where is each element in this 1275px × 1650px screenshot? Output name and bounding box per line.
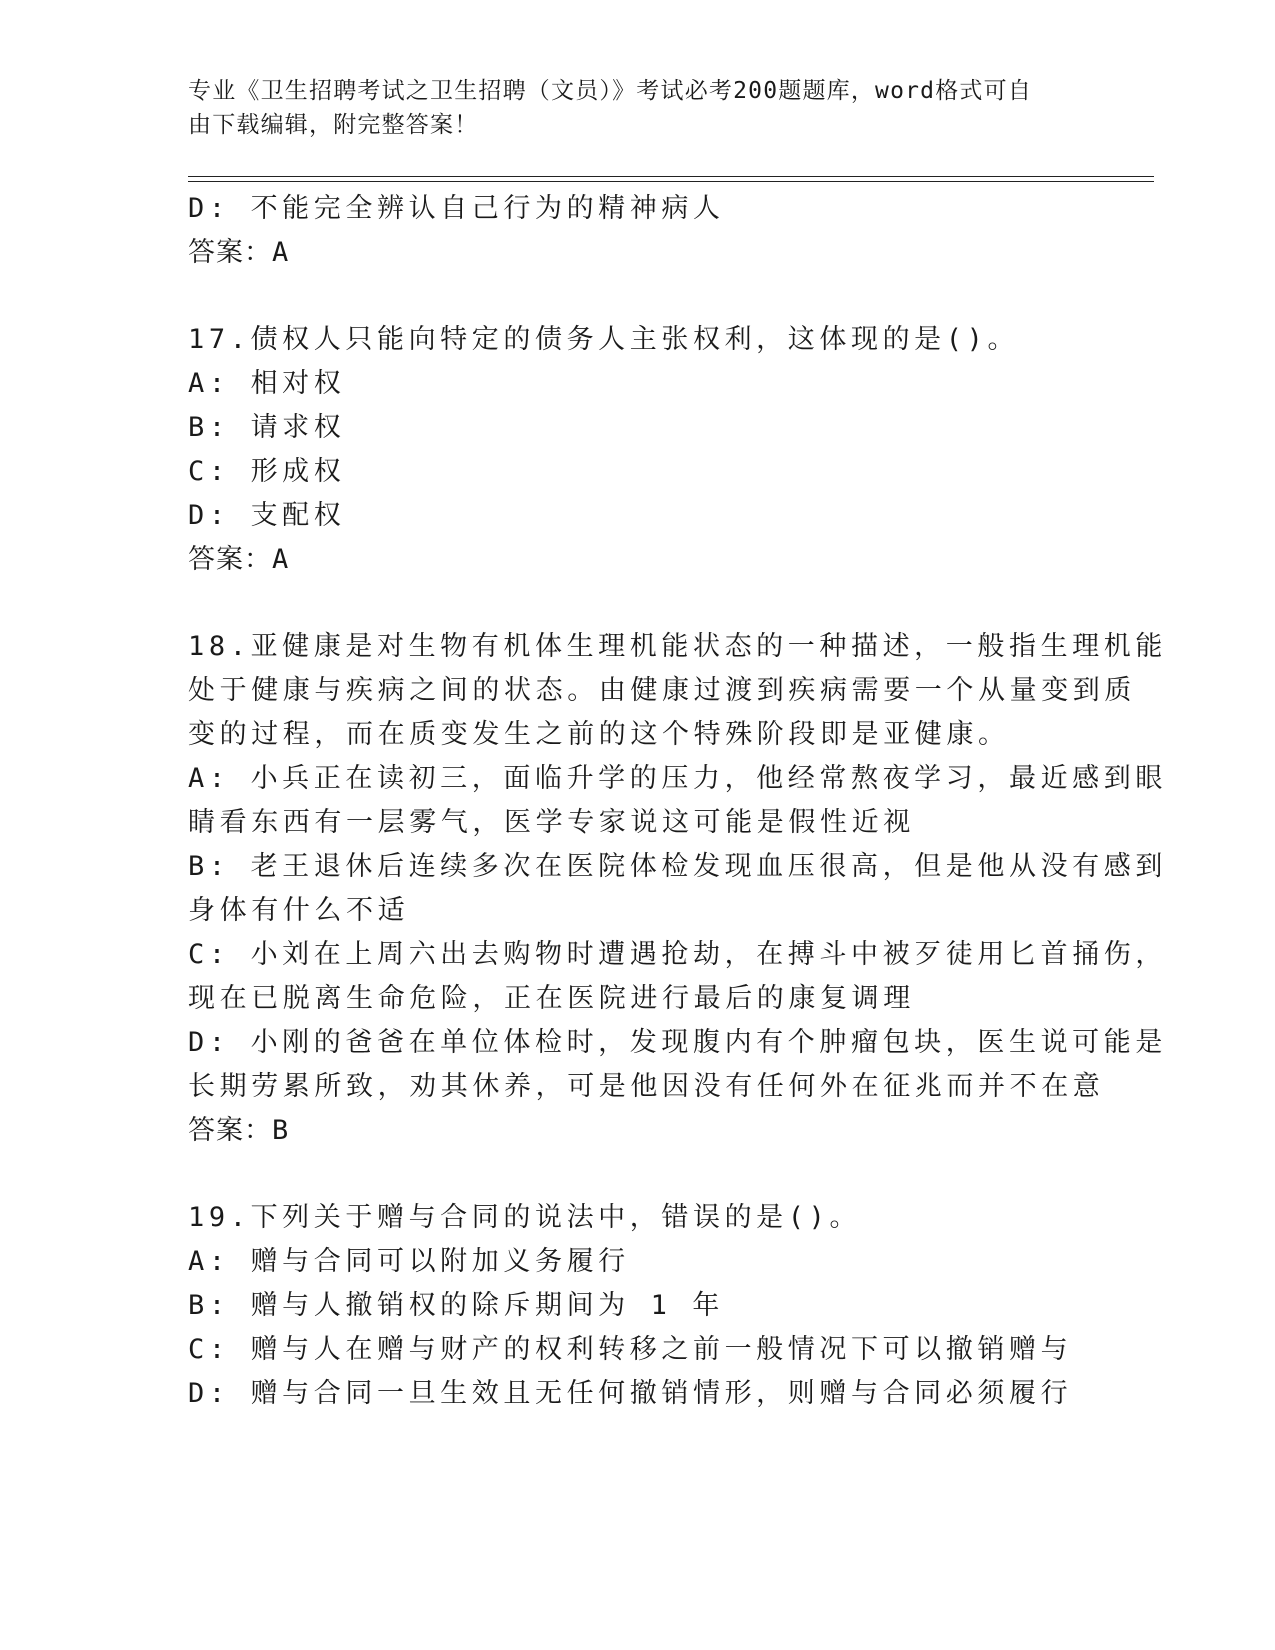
q18-option-a-line-1: A: 小兵正在读初三，面临升学的压力，他经常熬夜学习，最近感到眼 bbox=[188, 763, 1167, 794]
q18-option-c-line-1: C: 小刘在上周六出去购物时遭遇抢劫，在搏斗中被歹徒用匕首捅伤， bbox=[188, 939, 1167, 970]
q18-stem-line-1: 18.亚健康是对生物有机体生理机能状态的一种描述，一般指生理机能 bbox=[188, 631, 1167, 662]
header-line-2: 由下载编辑，附完整答案！ bbox=[188, 112, 479, 138]
q19-option-c: C: 赠与人在赠与财产的权利转移之前一般情况下可以撤销赠与 bbox=[188, 1334, 1073, 1365]
q17-option-b: B: 请求权 bbox=[188, 412, 346, 443]
q18-answer: 答案：B bbox=[188, 1115, 290, 1146]
q16-option-d: D: 不能完全辨认自己行为的精神病人 bbox=[188, 193, 725, 224]
q19-option-d: D: 赠与合同一旦生效且无任何撤销情形，则赠与合同必须履行 bbox=[188, 1378, 1073, 1409]
header-divider-bottom bbox=[188, 181, 1154, 182]
q17-option-d: D: 支配权 bbox=[188, 500, 346, 531]
q17-stem: 17.债权人只能向特定的债务人主张权利，这体现的是()。 bbox=[188, 324, 1020, 355]
document-header bbox=[188, 74, 1068, 142]
header-divider-top bbox=[188, 176, 1154, 177]
q16-answer: 答案：A bbox=[188, 237, 290, 268]
q18-stem-line-2: 处于健康与疾病之间的状态。由健康过渡到疾病需要一个从量变到质 bbox=[188, 675, 1136, 706]
q18-option-c-line-2: 现在已脱离生命危险，正在医院进行最后的康复调理 bbox=[188, 983, 915, 1014]
q18-option-d-line-2: 长期劳累所致，劝其休养，可是他因没有任何外在征兆而并不在意 bbox=[188, 1071, 1105, 1102]
q18-option-b-line-1: B: 老王退休后连续多次在医院体检发现血压很高，但是他从没有感到 bbox=[188, 851, 1167, 882]
q17-option-a: A: 相对权 bbox=[188, 368, 346, 399]
q18-stem-line-3: 变的过程，而在质变发生之前的这个特殊阶段即是亚健康。 bbox=[188, 719, 1010, 750]
q19-option-b: B: 赠与人撤销权的除斥期间为 1 年 bbox=[188, 1290, 724, 1321]
header-line-1: 专业《卫生招聘考试之卫生招聘（文员）》考试必考200题题库，word格式可自 bbox=[188, 78, 1033, 104]
q19-option-a: A: 赠与合同可以附加义务履行 bbox=[188, 1246, 630, 1277]
q17-option-c: C: 形成权 bbox=[188, 456, 346, 487]
q18-option-a-line-2: 睛看东西有一层雾气，医学专家说这可能是假性近视 bbox=[188, 807, 915, 838]
q18-option-b-line-2: 身体有什么不适 bbox=[188, 895, 410, 926]
q17-answer: 答案：A bbox=[188, 544, 290, 575]
q19-stem: 19.下列关于赠与合同的说法中，错误的是()。 bbox=[188, 1202, 862, 1233]
q18-option-d-line-1: D: 小刚的爸爸在单位体检时，发现腹内有个肿瘤包块，医生说可能是 bbox=[188, 1027, 1167, 1058]
